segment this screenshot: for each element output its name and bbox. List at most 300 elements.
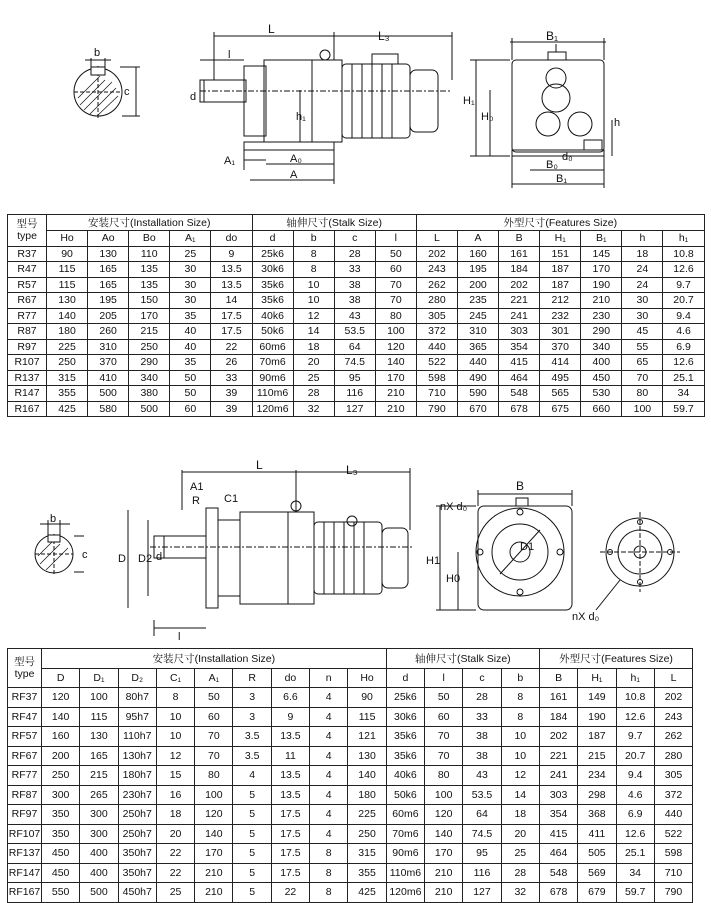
value-cell: 370	[88, 355, 129, 371]
value-cell: 13.5	[211, 262, 252, 278]
value-cell: 184	[499, 262, 540, 278]
value-cell: 6.6	[271, 688, 309, 708]
model-cell: R97	[8, 339, 47, 355]
value-cell: 500	[88, 386, 129, 402]
value-cell: 187	[540, 262, 581, 278]
label-h: h	[614, 117, 621, 129]
model-cell: R147	[8, 386, 47, 402]
model-cell: R77	[8, 308, 47, 324]
label-d0: d₀	[562, 151, 573, 163]
value-cell: 315	[348, 844, 386, 864]
column-header: h₁	[663, 231, 704, 247]
value-cell: 303	[539, 785, 577, 805]
value-cell: 70	[425, 727, 463, 747]
value-cell: 45	[622, 324, 663, 340]
value-cell: 140	[42, 707, 80, 727]
value-cell: 13.5	[271, 727, 309, 747]
value-cell: 8	[501, 688, 539, 708]
value-cell: 350h7	[118, 863, 156, 883]
value-cell: 250	[348, 824, 386, 844]
value-cell: 8	[156, 688, 194, 708]
value-cell: 151	[540, 246, 581, 262]
value-cell: 225	[348, 805, 386, 825]
value-cell: 355	[47, 386, 88, 402]
value-cell: 25.1	[616, 844, 654, 864]
value-cell: 710	[654, 863, 692, 883]
value-cell: 8	[310, 883, 348, 903]
value-cell: 350	[42, 805, 80, 825]
value-cell: 210	[375, 386, 416, 402]
table-group-header-row	[8, 649, 693, 669]
value-cell: 80	[425, 766, 463, 786]
table-row	[8, 277, 705, 293]
value-cell: 290	[581, 324, 622, 340]
value-cell: 184	[539, 707, 577, 727]
value-cell: 675	[540, 401, 581, 417]
value-cell: 245	[457, 308, 498, 324]
value-cell: 115	[348, 707, 386, 727]
value-cell: 678	[539, 883, 577, 903]
value-cell: 400	[80, 863, 118, 883]
value-cell: 410	[88, 370, 129, 386]
value-cell: 10	[501, 727, 539, 747]
value-cell: 18	[622, 246, 663, 262]
value-cell: 569	[578, 863, 616, 883]
value-cell: 548	[499, 386, 540, 402]
value-cell: 4	[310, 688, 348, 708]
value-cell: 310	[457, 324, 498, 340]
type-header	[8, 215, 47, 247]
value-cell: 464	[539, 844, 577, 864]
value-cell: 3	[233, 688, 271, 708]
column-header: D₁	[80, 668, 118, 688]
value-cell: 14	[501, 785, 539, 805]
label-B1-top: B₁	[546, 29, 559, 43]
value-cell: 15	[156, 766, 194, 786]
label-l: l	[228, 49, 231, 61]
model-cell: R87	[8, 324, 47, 340]
value-cell: 250	[129, 339, 170, 355]
value-cell: 80	[622, 386, 663, 402]
value-cell: 580	[88, 401, 129, 417]
value-cell: 17.5	[271, 824, 309, 844]
value-cell: 670	[457, 401, 498, 417]
value-cell: 17.5	[271, 863, 309, 883]
column-header: b	[293, 231, 334, 247]
value-cell: 35k6	[386, 727, 424, 747]
value-cell: 6.9	[616, 805, 654, 825]
value-cell: 13.5	[211, 277, 252, 293]
value-cell: 64	[463, 805, 501, 825]
value-cell: 303	[499, 324, 540, 340]
value-cell: 4	[310, 785, 348, 805]
value-cell: 60	[195, 707, 233, 727]
value-cell: 30	[170, 277, 211, 293]
value-cell: 500	[129, 401, 170, 417]
group-header: 轴伸尺寸(Stalk Size)	[252, 215, 416, 231]
value-cell: 170	[195, 844, 233, 864]
value-cell: 170	[425, 844, 463, 864]
label-A0: A₀	[290, 153, 302, 165]
value-cell: 59.7	[616, 883, 654, 903]
value-cell: 22	[211, 339, 252, 355]
value-cell: 20.7	[663, 293, 704, 309]
value-cell: 225	[47, 339, 88, 355]
value-cell: 115	[47, 262, 88, 278]
value-cell: 10	[501, 746, 539, 766]
value-cell: 90	[348, 688, 386, 708]
value-cell: 35k6	[386, 746, 424, 766]
value-cell: 202	[416, 246, 457, 262]
column-header: n	[310, 668, 348, 688]
label-h1: h₁	[296, 111, 306, 123]
value-cell: 22	[156, 863, 194, 883]
table-column-header-row	[8, 231, 705, 247]
value-cell: 20	[156, 824, 194, 844]
value-cell: 298	[578, 785, 616, 805]
column-header: l	[375, 231, 416, 247]
value-cell: 8	[310, 844, 348, 864]
value-cell: 80h7	[118, 688, 156, 708]
value-cell: 4.6	[616, 785, 654, 805]
value-cell: 3	[233, 707, 271, 727]
value-cell: 9.4	[616, 766, 654, 786]
value-cell: 310	[88, 339, 129, 355]
group-header: 轴伸尺寸(Stalk Size)	[386, 649, 539, 669]
value-cell: 5	[233, 883, 271, 903]
type-header-cn: 型号	[14, 656, 35, 668]
value-cell: 11	[271, 746, 309, 766]
value-cell: 74.5	[334, 355, 375, 371]
label-L: L	[268, 22, 275, 36]
value-cell: 243	[416, 262, 457, 278]
value-cell: 43	[334, 308, 375, 324]
column-header: H₁	[578, 668, 616, 688]
value-cell: 265	[80, 785, 118, 805]
column-header: do	[211, 231, 252, 247]
shaft-keyway-section-flange	[35, 520, 84, 574]
column-header: c	[463, 668, 501, 688]
value-cell: 12.6	[663, 262, 704, 278]
table-row	[8, 370, 705, 386]
value-cell: 64	[334, 339, 375, 355]
model-cell: RF67	[8, 746, 42, 766]
value-cell: 110m6	[252, 386, 293, 402]
label-H0: H₀	[481, 111, 494, 123]
value-cell: 415	[539, 824, 577, 844]
value-cell: 490	[457, 370, 498, 386]
value-cell: 90	[47, 246, 88, 262]
value-cell: 5	[233, 863, 271, 883]
value-cell: 120m6	[252, 401, 293, 417]
value-cell: 140	[348, 766, 386, 786]
value-cell: 202	[654, 688, 692, 708]
value-cell: 149	[578, 688, 616, 708]
value-cell: 414	[540, 355, 581, 371]
column-header: A₁	[170, 231, 211, 247]
value-cell: 290	[129, 355, 170, 371]
model-cell: RF147	[8, 863, 42, 883]
value-cell: 130	[47, 293, 88, 309]
value-cell: 20	[501, 824, 539, 844]
column-header: b	[501, 668, 539, 688]
value-cell: 50	[170, 386, 211, 402]
top-dimension-drawing	[0, 0, 711, 212]
value-cell: 34	[663, 386, 704, 402]
value-cell: 115	[80, 707, 118, 727]
column-header: c	[334, 231, 375, 247]
value-cell: 165	[88, 262, 129, 278]
value-cell: 135	[129, 262, 170, 278]
value-cell: 3.5	[233, 746, 271, 766]
value-cell: 127	[463, 883, 501, 903]
value-cell: 450h7	[118, 883, 156, 903]
label-D1-flange: D1	[520, 541, 535, 553]
value-cell: 130h7	[118, 746, 156, 766]
value-cell: 130	[348, 746, 386, 766]
value-cell: 4.6	[663, 324, 704, 340]
value-cell: 100	[195, 785, 233, 805]
value-cell: 116	[463, 863, 501, 883]
value-cell: 22	[271, 883, 309, 903]
value-cell: 110	[129, 246, 170, 262]
value-cell: 200	[42, 746, 80, 766]
label-b: b	[94, 47, 101, 59]
column-header: D	[42, 668, 80, 688]
column-header: d	[252, 231, 293, 247]
value-cell: 678	[499, 401, 540, 417]
end-view-flange-gearmotor	[436, 490, 680, 610]
value-cell: 120	[195, 805, 233, 825]
column-header: L	[416, 231, 457, 247]
value-cell: 180h7	[118, 766, 156, 786]
value-cell: 17.5	[211, 324, 252, 340]
label-B0: B₀	[546, 159, 558, 171]
value-cell: 241	[499, 308, 540, 324]
value-cell: 95h7	[118, 707, 156, 727]
label-C1-flange: C1	[224, 493, 239, 505]
label-b-flange: b	[50, 513, 57, 525]
value-cell: 70	[375, 277, 416, 293]
value-cell: 411	[578, 824, 616, 844]
value-cell: 28	[463, 688, 501, 708]
value-cell: 74.5	[463, 824, 501, 844]
model-cell: R167	[8, 401, 47, 417]
value-cell: 70m6	[252, 355, 293, 371]
table-group-header-row	[8, 215, 705, 231]
table-row	[8, 883, 693, 903]
value-cell: 100	[425, 785, 463, 805]
value-cell: 38	[463, 746, 501, 766]
value-cell: 8	[310, 863, 348, 883]
value-cell: 50	[170, 370, 211, 386]
value-cell: 368	[578, 805, 616, 825]
value-cell: 212	[540, 293, 581, 309]
value-cell: 30	[622, 293, 663, 309]
table-rf-series	[7, 648, 693, 903]
value-cell: 354	[499, 339, 540, 355]
value-cell: 187	[578, 727, 616, 747]
label-A: A	[290, 169, 298, 181]
value-cell: 24	[622, 262, 663, 278]
value-cell: 9.7	[616, 727, 654, 747]
value-cell: 12.6	[616, 707, 654, 727]
value-cell: 425	[47, 401, 88, 417]
table-row	[8, 262, 705, 278]
value-cell: 598	[416, 370, 457, 386]
table-row	[8, 401, 705, 417]
value-cell: 70	[622, 370, 663, 386]
value-cell: 415	[499, 355, 540, 371]
value-cell: 50k6	[252, 324, 293, 340]
value-cell: 26	[211, 355, 252, 371]
value-cell: 372	[654, 785, 692, 805]
value-cell: 55	[622, 339, 663, 355]
value-cell: 130	[80, 727, 118, 747]
value-cell: 548	[539, 863, 577, 883]
value-cell: 350h7	[118, 844, 156, 864]
value-cell: 250h7	[118, 805, 156, 825]
value-cell: 522	[416, 355, 457, 371]
type-header-cn: 型号	[16, 218, 38, 231]
value-cell: 340	[129, 370, 170, 386]
label-B1-bottom: B₁	[556, 173, 568, 185]
value-cell: 300	[80, 805, 118, 825]
value-cell: 305	[416, 308, 457, 324]
value-cell: 262	[416, 277, 457, 293]
column-header: D₂	[118, 668, 156, 688]
value-cell: 190	[581, 277, 622, 293]
value-cell: 170	[375, 370, 416, 386]
column-header: A₁	[195, 668, 233, 688]
label-c: c	[124, 86, 130, 98]
value-cell: 60	[170, 401, 211, 417]
table-row	[8, 324, 705, 340]
value-cell: 315	[47, 370, 88, 386]
table-row	[8, 785, 693, 805]
value-cell: 243	[654, 707, 692, 727]
value-cell: 40	[170, 324, 211, 340]
value-cell: 400	[581, 355, 622, 371]
label-R-flange: R	[192, 495, 200, 507]
value-cell: 59.7	[663, 401, 704, 417]
model-cell: RF97	[8, 805, 42, 825]
label-l-flange: l	[178, 631, 181, 643]
value-cell: 30	[170, 262, 211, 278]
value-cell: 425	[348, 883, 386, 903]
model-cell: RF87	[8, 785, 42, 805]
label-nxd0-bottom: nX d₀	[572, 611, 600, 623]
model-cell: R37	[8, 246, 47, 262]
group-header: 外型尺寸(Features Size)	[416, 215, 704, 231]
value-cell: 165	[88, 277, 129, 293]
value-cell: 210	[195, 883, 233, 903]
value-cell: 160	[42, 727, 80, 747]
value-cell: 100	[622, 401, 663, 417]
value-cell: 530	[581, 386, 622, 402]
value-cell: 70	[375, 293, 416, 309]
value-cell: 95	[334, 370, 375, 386]
value-cell: 35	[170, 308, 211, 324]
table-row	[8, 246, 705, 262]
table-row	[8, 339, 705, 355]
value-cell: 190	[578, 707, 616, 727]
value-cell: 3.5	[233, 727, 271, 747]
model-cell: RF77	[8, 766, 42, 786]
value-cell: 210	[375, 401, 416, 417]
value-cell: 300	[80, 824, 118, 844]
value-cell: 12.6	[663, 355, 704, 371]
value-cell: 250	[42, 766, 80, 786]
value-cell: 9.4	[663, 308, 704, 324]
value-cell: 25	[156, 883, 194, 903]
value-cell: 301	[540, 324, 581, 340]
value-cell: 400	[80, 844, 118, 864]
table-row	[8, 824, 693, 844]
value-cell: 25	[170, 246, 211, 262]
value-cell: 20	[293, 355, 334, 371]
value-cell: 354	[539, 805, 577, 825]
value-cell: 17.5	[271, 805, 309, 825]
value-cell: 12	[156, 746, 194, 766]
value-cell: 38	[334, 277, 375, 293]
value-cell: 60	[425, 707, 463, 727]
value-cell: 215	[129, 324, 170, 340]
value-cell: 13.5	[271, 766, 309, 786]
type-header	[8, 649, 42, 688]
model-cell: RF107	[8, 824, 42, 844]
value-cell: 660	[581, 401, 622, 417]
value-cell: 522	[654, 824, 692, 844]
value-cell: 202	[499, 277, 540, 293]
value-cell: 33	[211, 370, 252, 386]
value-cell: 18	[501, 805, 539, 825]
label-D2-flange: D2	[138, 553, 153, 565]
label-H1: H₁	[463, 95, 475, 107]
value-cell: 116	[334, 386, 375, 402]
table-column-header-row	[8, 668, 693, 688]
value-cell: 205	[88, 308, 129, 324]
table-row	[8, 766, 693, 786]
value-cell: 160	[457, 246, 498, 262]
model-cell: R47	[8, 262, 47, 278]
value-cell: 22	[156, 844, 194, 864]
value-cell: 50	[375, 246, 416, 262]
value-cell: 120	[375, 339, 416, 355]
column-header: do	[271, 668, 309, 688]
column-header: H₁	[540, 231, 581, 247]
value-cell: 9.7	[663, 277, 704, 293]
value-cell: 140	[425, 824, 463, 844]
value-cell: 28	[501, 863, 539, 883]
value-cell: 25.1	[663, 370, 704, 386]
value-cell: 262	[654, 727, 692, 747]
value-cell: 14	[211, 293, 252, 309]
value-cell: 110m6	[386, 863, 424, 883]
table-row	[8, 863, 693, 883]
column-header: l	[425, 668, 463, 688]
value-cell: 4	[310, 727, 348, 747]
shaft-keyway-section	[74, 58, 140, 118]
value-cell: 70	[195, 746, 233, 766]
value-cell: 25	[293, 370, 334, 386]
value-cell: 380	[129, 386, 170, 402]
label-L3-flange: L₃	[346, 463, 358, 477]
value-cell: 232	[540, 308, 581, 324]
value-cell: 679	[578, 883, 616, 903]
value-cell: 39	[211, 386, 252, 402]
value-cell: 60m6	[252, 339, 293, 355]
